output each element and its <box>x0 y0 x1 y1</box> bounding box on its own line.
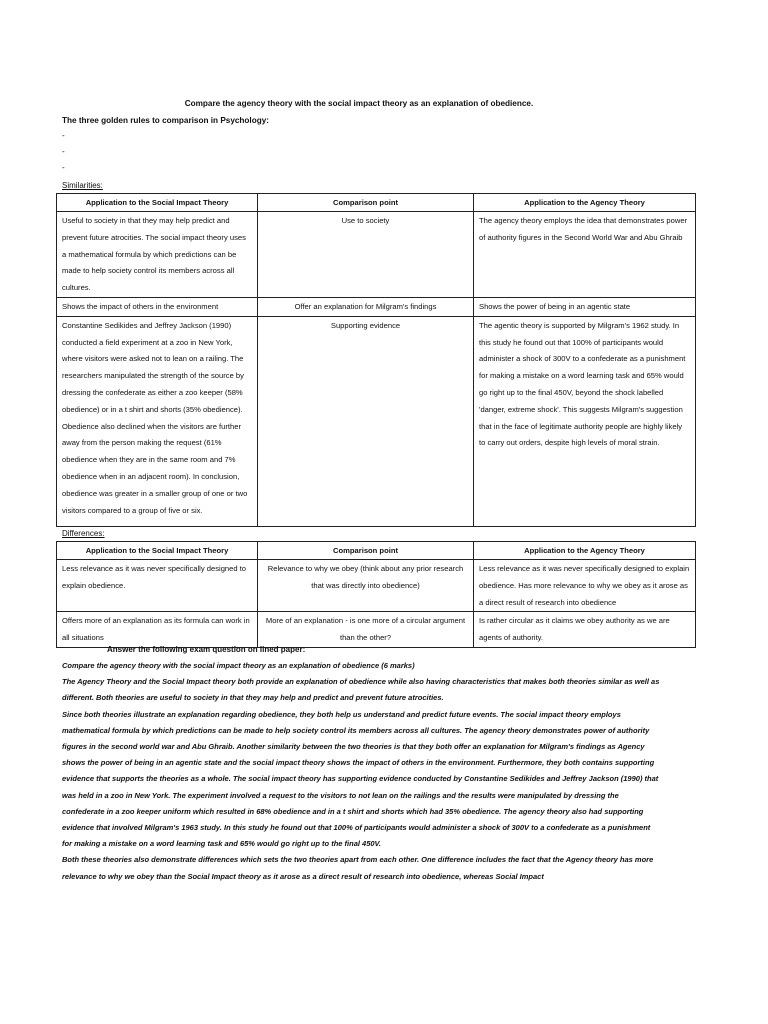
comparison-point-cell: Supporting evidence <box>258 316 474 526</box>
table-row <box>57 612 696 648</box>
column-header: Application to the Social Impact Theory <box>57 194 258 212</box>
sit-cell: Constantine Sedikides and Jeffrey Jackson (1990) conducted a field experiment at a zoo in New York, where visitors were asked not to lean on a railing. The researchers manipulated the strength of the source by dressing the confederate as either a zoo keeper (58% obedience) or in a t shirt and shorts (35% obedience). Obedience also declined when the visitors are further away from the person making the request (61% obedience when they are in the same room and 7% obedience when in an adjacent room). In conclusion, obedience was greater in a smaller group of one or two visitors compared to a group of five or six. <box>57 316 258 526</box>
golden-rules-heading: The three golden rules to comparison in Psychology: <box>62 116 269 125</box>
comparison-point-cell: More of an explanation - is one more of a circular argument than the other? <box>258 612 474 648</box>
table-row <box>57 212 696 298</box>
similarities-table <box>56 193 696 527</box>
agency-cell: Less relevance as it was never specifically designed to explain obedience. Has more relevance to why we obey as it arose as a direct result of research into obedience <box>474 560 696 612</box>
sit-cell: Useful to society in that they may help predict and prevent future atrocities. The social impact theory uses a mathematical formula by which predictions can be made to help society control its members across all cultures. <box>57 212 258 298</box>
agency-cell: Shows the power of being in an agentic state <box>474 297 696 316</box>
essay-paragraph: Both these theories also demonstrate differences which sets the two theories apart from each other. One difference includes the fact that the Agency theory has more relevance to why we obey than the Social Impact theory as it arose as a direct result of research into obedience, whereas Social Impact <box>62 855 654 881</box>
sit-cell: Offers more of an explanation as its formula can work in all situations <box>57 612 258 648</box>
essay-paragraph: Since both theories illustrate an explanation regarding obedience, they both help us understand and predict future events. The social impact theory employs mathematical formula by which predictions can be made to help society control its members across all cultures. The agency theory demonstrates power of authority figures in the second world war and Abu Ghraib. Another similarity between the two theories is that they both offer an explanation for Milgram's findings as Agency shows the power of being in an agentic state and the social impact theory shows the impact of others in the environment. Furthermore, they both contains supporting evidence that supports the theories as a whole. The social impact theory has supporting evidence conducted by Constantine Sedikides and Jeffrey Jackson (1990) that was held in a zoo in New York. The experiment involved a request to the visitors to not lean on the railings and the results were manipulated by dressing the confederate in a zoo keeper uniform which resulted in 68% obedience and in a t shirt and shorts which had 35% obedience. The agency theory also had supporting evidence that involved Milgram's 1963 study. In this study he found out that 100% of participants would administer a shock of 300V to a confederate as a punishment for making a mistake on a word learning task and 65% would go right up to the final 450V. <box>62 709 659 849</box>
differences-label: Differences: <box>62 529 105 538</box>
agency-cell: The agency theory employs the idea that demonstrates power of authority figures in the Second World War and Abu Ghraib <box>474 212 696 298</box>
column-header: Application to the Agency Theory <box>474 542 696 560</box>
table-header-row <box>57 542 696 560</box>
table-row <box>57 297 696 316</box>
golden-rule-bullet: - <box>62 147 65 156</box>
comparison-point-cell: Offer an explanation for Milgram's findings <box>258 297 474 316</box>
golden-rule-bullet: - <box>62 131 65 140</box>
similarities-label: Similarities: <box>62 181 103 190</box>
sit-cell: Less relevance as it was never specifically designed to explain obedience. <box>57 560 258 612</box>
table-row <box>57 560 696 612</box>
table-row <box>57 316 696 526</box>
essay-answer <box>62 658 662 885</box>
table-header-row <box>57 194 696 212</box>
column-header: Application to the Agency Theory <box>474 194 696 212</box>
essay-question: Compare the agency theory with the social impact theory as an explanation of obedience (6 marks) <box>62 661 415 670</box>
comparison-point-cell: Relevance to why we obey (think about any prior research that was directly into obedience) <box>258 560 474 612</box>
column-header: Application to the Social Impact Theory <box>57 542 258 560</box>
column-header: Comparison point <box>258 542 474 560</box>
page-title: Compare the agency theory with the social impact theory as an explanation of obedience. <box>184 99 534 108</box>
differences-table <box>56 541 696 648</box>
golden-rules-list <box>62 128 65 176</box>
column-header: Comparison point <box>258 194 474 212</box>
exam-heading: Answer the following exam question on lined paper: <box>107 645 306 654</box>
agency-cell: Is rather circular as it claims we obey authority as we are agents of authority. <box>474 612 696 648</box>
golden-rule-bullet: - <box>62 163 65 172</box>
sit-cell: Shows the impact of others in the environment <box>57 297 258 316</box>
essay-paragraph: The Agency Theory and the Social Impact theory both provide an explanation of obedience while also having characteristics that makes both theories similar as well as different. Both theories are useful to society in that they may help and predict and prevent future atrocities. <box>62 677 660 703</box>
agency-cell: The agentic theory is supported by Milgram's 1962 study. In this study he found out that 100% of participants would administer a shock of 300V to a confederate as a punishment for making a mistake on a word learning task and 65% would go right up to the final 450V, beyond the shock labelled 'danger, extreme shock'. This suggests Milgram's suggestion that in the face of legitimate authority people are highly likely to carry out orders, despite high levels of moral strain. <box>474 316 696 526</box>
comparison-point-cell: Use to society <box>258 212 474 298</box>
